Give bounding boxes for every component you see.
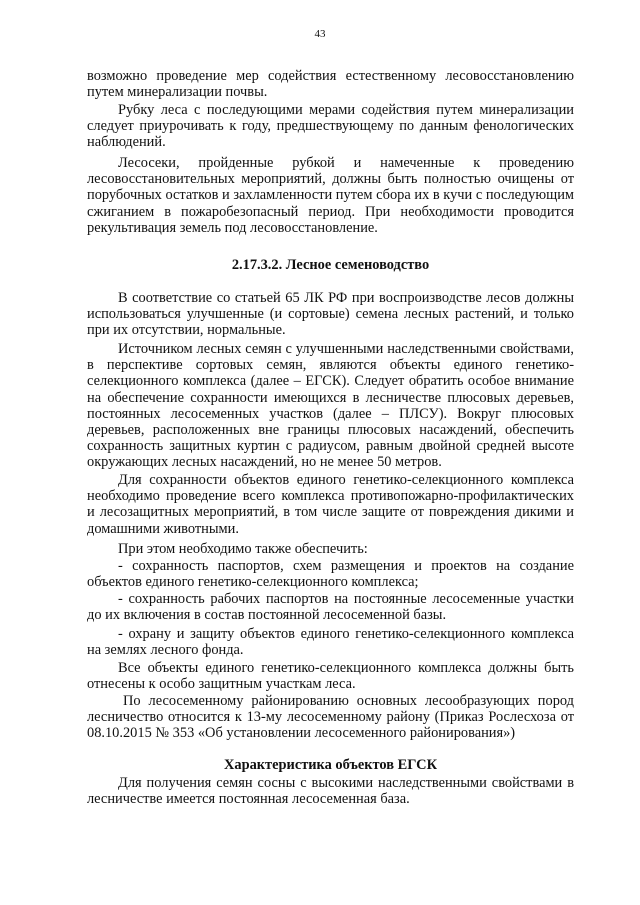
paragraph: Источником лесных семян с улучшенными наследственными свойствами, в перспективе сортовых семян, являются объекты единого генетико-селекционного комплекса (далее – ЕГСК). Следует обратить особое внимание на обеспечение сохранности имеющихся в лесничестве плюсовых деревьев, постоянных лесосеменных участков (далее – ПЛСУ). Вокруг плюсовых деревьев, расположенных вне границы плюсовых насаждений, обеспечить сохранность защитных куртин с радиусом, равным двойной средней высоте окружающих лесных насаждений, но не менее 50 метров. [87,341,574,471]
paragraph: Все объекты единого генетико-селекционного комплекса должны быть отнесены к особо защитным участкам леса. [87,660,574,693]
paragraph: По лесосеменному районированию основных лесообразующих пород лесничество относится к 13-му лесосеменному району (Приказ Рослесхоза от 08.10.2015 № 353 «Об установлении лесосеменного районирования») [87,693,574,742]
paragraph-block [87,102,574,151]
page-number: 43 [314,28,326,40]
paragraph-block [87,660,574,692]
paragraph-block [87,541,574,557]
paragraph-block [87,775,574,807]
section-heading: 2.17.3.2. Лесное семеноводство [231,257,430,273]
list-item: - сохранность рабочих паспортов на постоянные лесосеменные участки до их включения в состав постоянной лесосеменной базы. [87,591,574,624]
paragraph: При этом необходимо также обеспечить: [118,541,368,557]
paragraph: Для сохранности объектов единого генетико-селекционного комплекса необходимо проведение всего комплекса противопожарно-профилактических и лесозащитных мероприятий, в том числе защите от повреждения дикими и домашними животными. [87,472,574,537]
paragraph-continuation [87,68,574,100]
paragraph-block [87,290,574,339]
paragraph-block [87,341,574,471]
paragraph-block [87,155,574,236]
list-item: - охрану и защиту объектов единого генетико-селекционного комплекса на землях лесного фонда. [87,626,574,659]
subsection-heading: Характеристика объектов ЕГСК [223,757,438,773]
paragraph: возможно проведение мер содействия естественному лесовосстановлению путем минерализации почвы. [87,68,574,101]
paragraph-block [87,693,574,742]
list-item-block [87,591,574,623]
paragraph: Рубку леса с последующими мерами содействия путем минерализации следует приурочивать к году, предшествующему по данным фенологических наблюдений. [87,102,574,151]
paragraph: В соответствие со статьей 65 ЛК РФ при воспроизводстве лесов должны использоваться улучшенные (и сортовые) семена лесных растений, и только при их отсутствии, нормальные. [87,290,574,339]
list-item-block [87,626,574,658]
paragraph: Лесосеки, пройденные рубкой и намеченные к проведению лесовосстановительных мероприятий, должны быть полностью очищены от порубочных остатков и захламленности путем сбора их в кучи с последующим сжиганием в пожаробезопасный период. При необходимости проводится рекультивация земель под лесовосстановление. [87,155,574,236]
subsection-heading-block [87,757,574,773]
list-item-block [87,558,574,590]
section-heading-block [87,257,574,273]
paragraph-block [87,472,574,537]
paragraph: Для получения семян сосны с высокими наследственными свойствами в лесничестве имеется постоянная лесосеменная база. [87,775,574,808]
list-item: - сохранность паспортов, схем размещения и проектов на создание объектов единого генетико-селекционного комплекса; [87,558,574,591]
